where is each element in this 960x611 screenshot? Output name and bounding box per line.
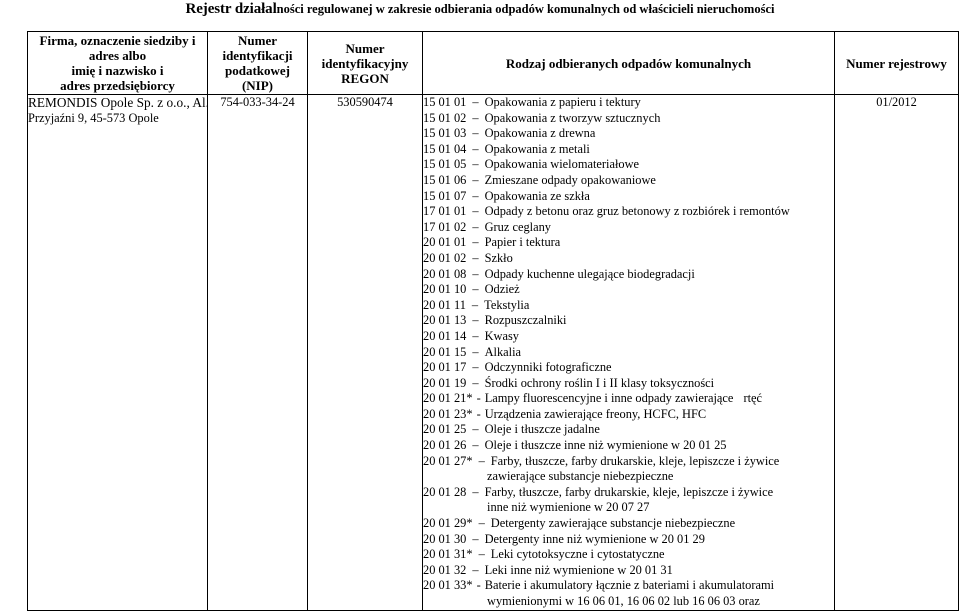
waste-item <box>423 329 834 345</box>
waste-separator: – <box>472 360 479 375</box>
waste-item <box>423 189 834 205</box>
waste-code: 20 01 25 <box>423 422 467 437</box>
waste-description: Odpady kuchenne ulegające biodegradacji <box>484 266 695 281</box>
waste-code: 20 01 19 <box>423 375 467 390</box>
waste-code: 15 01 05 <box>423 157 467 172</box>
waste-separator: – <box>472 438 479 453</box>
waste-separator: – <box>472 328 479 343</box>
regon-value: 530590474 <box>337 95 393 109</box>
waste-separator: – <box>472 313 479 328</box>
waste-item <box>423 563 834 579</box>
cell-waste-types <box>423 95 835 611</box>
waste-separator: – <box>472 95 479 109</box>
waste-separator: – <box>472 141 479 156</box>
waste-description: Tekstylia <box>484 297 530 312</box>
waste-item <box>423 376 834 392</box>
waste-code: 20 01 23* <box>423 406 473 421</box>
waste-separator: – <box>472 375 479 390</box>
header-nip <box>208 32 308 95</box>
header-regon-line: REGON <box>341 70 389 86</box>
waste-code: 17 01 01 <box>423 204 467 219</box>
waste-code: 20 01 28 <box>423 484 467 499</box>
cell-regon <box>308 95 423 611</box>
cell-nip <box>208 95 308 611</box>
waste-description: Leki inne niż wymienione w 20 01 31 <box>484 562 673 577</box>
header-regon <box>308 32 423 95</box>
waste-description: Zmieszane odpady opakowaniowe <box>484 172 656 187</box>
waste-separator: – <box>472 126 479 141</box>
waste-item <box>423 267 834 283</box>
waste-item <box>423 547 834 563</box>
waste-code: 20 01 32 <box>423 562 467 577</box>
waste-item <box>423 157 834 173</box>
waste-code: 20 01 26 <box>423 438 467 453</box>
waste-code: 15 01 07 <box>423 188 467 203</box>
waste-item <box>423 251 834 267</box>
waste-description: Odzież <box>484 282 520 297</box>
header-row <box>28 32 959 95</box>
waste-code: 20 01 17 <box>423 360 467 375</box>
waste-description: Urządzenia zawierające freony, HCFC, HFC <box>484 406 707 421</box>
waste-description: Szkło <box>484 250 513 265</box>
waste-description-continuation: wymienionymi w 16 06 01, 16 06 02 lub 16 06 03 oraz <box>487 594 760 608</box>
waste-code: 20 01 02 <box>423 250 467 265</box>
waste-code: 20 01 14 <box>423 328 467 343</box>
header-regon-line: Numer <box>345 40 385 56</box>
page-title-rest: ności regulowanej w zakresie odbierania odpadów komunalnych od właścicieli nieruchomości <box>276 2 775 16</box>
cell-registry-number <box>835 95 959 611</box>
waste-item <box>423 532 834 548</box>
registry-table <box>27 31 959 611</box>
waste-description: Detergenty zawierające substancje niebezpieczne <box>490 516 736 531</box>
waste-code: 15 01 03 <box>423 126 467 141</box>
header-firm-line: adres przedsiębiorcy <box>60 78 175 93</box>
waste-separator: – <box>472 562 479 577</box>
waste-separator: – <box>471 297 479 312</box>
waste-separator: - <box>476 406 481 421</box>
waste-separator: – <box>472 188 479 203</box>
waste-description: Gruz ceglany <box>484 219 551 234</box>
waste-item <box>423 282 834 298</box>
waste-separator: – <box>472 344 479 359</box>
registry-number-value: 01/2012 <box>876 95 917 109</box>
header-registry-label: Numer rejestrowy <box>846 55 947 71</box>
waste-separator: – <box>472 422 479 437</box>
waste-description: Farby, tłuszcze, farby drukarskie, kleje, lepiszcze i żywice <box>484 484 774 499</box>
waste-separator: – <box>472 219 479 234</box>
waste-code: 20 01 08 <box>423 266 467 281</box>
waste-description: Kwasy <box>484 328 519 343</box>
waste-description: Opakowania z tworzyw sztucznych <box>484 110 661 125</box>
waste-separator: – <box>472 531 479 546</box>
waste-item <box>423 422 834 438</box>
header-firm-line: imię i nazwisko i <box>71 63 164 78</box>
waste-description: Odczynniki fotograficzne <box>484 360 612 375</box>
waste-item <box>423 173 834 189</box>
page-title <box>0 0 960 18</box>
waste-item <box>423 126 834 142</box>
waste-description: Alkalia <box>484 344 522 359</box>
waste-code: 20 01 31* <box>423 547 473 562</box>
waste-description: Oleje i tłuszcze jadalne <box>484 422 600 437</box>
waste-separator: – <box>478 453 485 468</box>
firm-line: REMONDIS Opole Sp. z o.o., Al. <box>28 95 209 110</box>
waste-code: 15 01 02 <box>423 110 467 125</box>
waste-item <box>423 220 834 236</box>
waste-description-continuation: zawierające substancje niebezpieczne <box>487 469 674 484</box>
waste-code: 15 01 01 <box>423 95 467 109</box>
header-nip-line: (NIP) <box>241 78 274 93</box>
waste-description-extra: rtęć <box>743 391 763 406</box>
waste-item <box>423 111 834 127</box>
waste-description: Farby, tłuszcze, farby drukarskie, kleje, lepiszcze i żywice <box>490 453 780 468</box>
waste-code: 17 01 02 <box>423 219 467 234</box>
waste-description: Baterie i akumulatory łącznie z bateriami i akumulatorami <box>484 578 775 593</box>
waste-item <box>423 298 834 314</box>
waste-separator: – <box>472 172 479 187</box>
waste-separator: – <box>472 204 479 219</box>
header-registry-number <box>835 32 959 95</box>
header-nip-line: Numer <box>238 33 277 48</box>
page-title-main: Rejestr działal <box>185 1 277 17</box>
waste-item <box>423 142 834 158</box>
waste-description: Opakowania z drewna <box>484 126 596 141</box>
waste-separator: – <box>472 250 479 265</box>
waste-code: 20 01 13 <box>423 313 467 328</box>
waste-item <box>423 391 834 407</box>
firm-line: Przyjaźni 9, 45-573 Opole <box>28 110 159 125</box>
waste-separator: – <box>472 266 479 281</box>
waste-item <box>423 407 834 423</box>
waste-description: Opakowania z papieru i tektury <box>484 95 641 109</box>
waste-item <box>423 578 834 594</box>
waste-description: Papier i tektura <box>484 235 561 250</box>
waste-code: 20 01 29* <box>423 516 473 531</box>
waste-description: Detergenty inne niż wymienione w 20 01 29 <box>484 531 705 546</box>
header-regon-line: identyfikacyjny <box>321 55 409 71</box>
waste-description: Opakowania ze szkła <box>484 188 590 203</box>
waste-description-continuation: inne niż wymienione w 20 07 27 <box>487 500 650 515</box>
waste-description: Środki ochrony roślin I i II klasy toksyczności <box>484 375 715 390</box>
waste-item <box>423 454 834 470</box>
waste-item <box>423 95 834 111</box>
waste-item <box>423 204 834 220</box>
waste-list <box>423 95 834 610</box>
cell-firm <box>28 95 208 611</box>
waste-separator: - <box>476 391 481 406</box>
waste-item <box>423 360 834 376</box>
header-waste-types <box>423 32 835 95</box>
waste-item <box>423 313 834 329</box>
waste-code: 20 01 01 <box>423 235 467 250</box>
waste-code: 20 01 11 <box>423 297 466 312</box>
waste-code: 20 01 10 <box>423 282 467 297</box>
waste-description: Opakowania z metali <box>484 141 590 156</box>
waste-item <box>423 235 834 251</box>
waste-item <box>423 345 834 361</box>
waste-code: 15 01 06 <box>423 172 467 187</box>
waste-code: 20 01 21* <box>423 391 473 406</box>
waste-separator: – <box>478 516 485 531</box>
header-firm-line: adres albo <box>88 48 147 63</box>
waste-description: Opakowania wielomateriałowe <box>484 157 640 172</box>
waste-description: Lampy fluorescencyjne i inne odpady zawierające <box>484 391 734 406</box>
waste-description: Odpady z betonu oraz gruz betonowy z rozbiórek i remontów <box>484 204 790 219</box>
waste-code: 20 01 15 <box>423 344 467 359</box>
waste-separator: – <box>478 547 485 562</box>
waste-item <box>423 438 834 454</box>
waste-separator: – <box>472 235 479 250</box>
waste-description: Oleje i tłuszcze inne niż wymienione w 20 01 25 <box>484 438 727 453</box>
waste-code: 20 01 33* <box>423 578 473 593</box>
header-nip-line: podatkowej <box>224 63 290 78</box>
header-nip-line: identyfikacji <box>222 48 293 63</box>
waste-separator: – <box>472 484 479 499</box>
waste-code: 20 01 30 <box>423 531 467 546</box>
header-waste-label: Rodzaj odbieranych odpadów komunalnych <box>505 55 752 71</box>
waste-description: Rozpuszczalniki <box>484 313 567 328</box>
table-row <box>28 95 959 611</box>
waste-code: 20 01 27* <box>423 453 473 468</box>
waste-code: 15 01 04 <box>423 141 467 156</box>
waste-item <box>423 516 834 532</box>
nip-value: 754-033-34-24 <box>220 95 295 109</box>
waste-separator: – <box>472 157 479 172</box>
waste-description: Leki cytotoksyczne i cytostatyczne <box>490 547 665 562</box>
waste-separator: – <box>472 282 479 297</box>
waste-separator: – <box>472 110 479 125</box>
header-firm <box>28 32 208 95</box>
waste-separator: - <box>476 578 481 593</box>
header-firm-line: Firma, oznaczenie siedziby i <box>39 33 196 48</box>
waste-item <box>423 485 834 501</box>
